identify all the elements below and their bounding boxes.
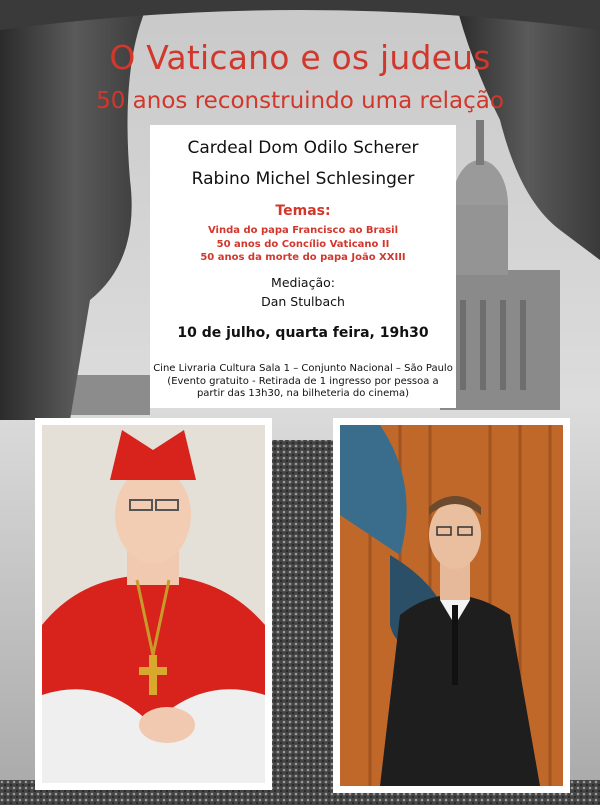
rabbi-portrait-image <box>340 425 563 786</box>
tema-item: 50 anos da morte do papa João XXIII <box>200 252 406 263</box>
mediacao-heading: Mediação: <box>271 275 335 290</box>
temas-list <box>150 224 456 265</box>
speakers-list <box>150 133 456 195</box>
tema-item: 50 anos do Concílio Vaticano II <box>216 238 390 250</box>
venue-note: (Evento gratuito - Retirada de 1 ingresso por pessoa a <box>167 375 439 387</box>
event-venue <box>150 363 456 401</box>
mediacao-name: Dan Stulbach <box>261 294 345 309</box>
poster-subtitle: 50 anos reconstruindo uma relação <box>96 88 504 114</box>
tema-item: Vinda do papa Francisco ao Brasil <box>207 225 399 236</box>
info-card <box>150 125 456 408</box>
cardinal-photo <box>35 418 272 790</box>
speaker-name: Rabino Michel Schlesinger <box>191 169 415 189</box>
speaker-name: Cardeal Dom Odilo Scherer <box>187 138 419 158</box>
venue-note: partir das 13h30, na bilheteria do cinema) <box>196 388 410 399</box>
temas-heading: Temas: <box>275 203 331 219</box>
rabbi-photo <box>333 418 570 793</box>
cardinal-portrait-image <box>42 425 265 783</box>
event-date: 10 de julho, quarta feira, 19h30 <box>177 325 429 341</box>
poster-title: O Vaticano e os judeus <box>109 38 491 77</box>
venue-line: Cine Livraria Cultura Sala 1 – Conjunto Nacional – São Paulo <box>153 363 453 374</box>
